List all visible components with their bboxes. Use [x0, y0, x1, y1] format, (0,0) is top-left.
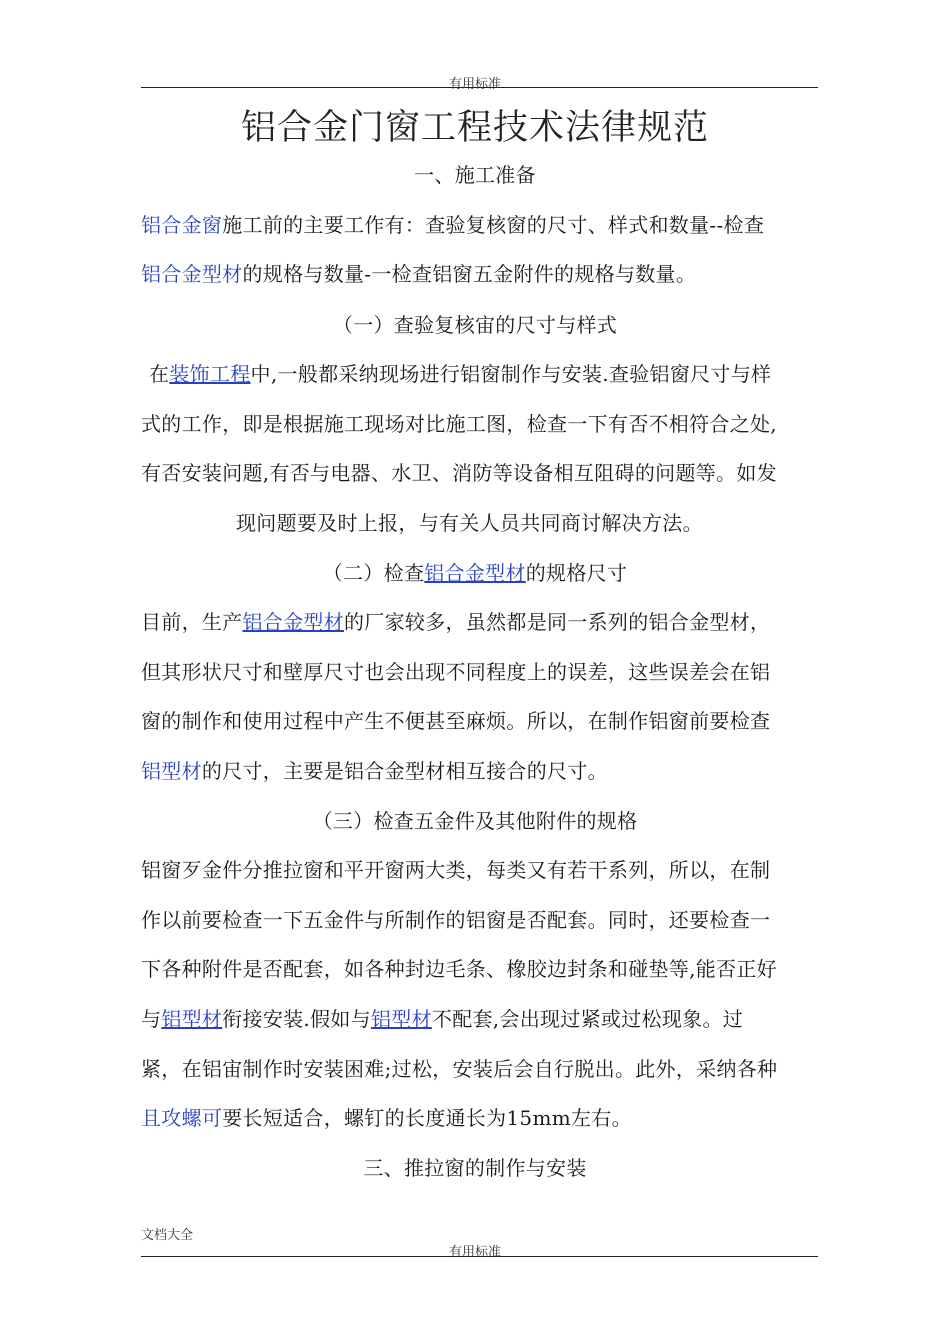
paragraph-4-line-5: 紧，在铝宙制作时安装困难;过松，安装后会自行脱出。此外，采纳各种 [141, 1057, 778, 1081]
paragraph-4-line-6: 且攻螺可要长短适合，螺钉的长度通长为15mm左右。 [141, 1106, 632, 1130]
subsection-heading-2: （二）检查铝合金型材的规格尺寸 [322, 561, 628, 585]
section-heading-3: 三、推拉窗的制作与安装 [363, 1156, 587, 1180]
hyperlink[interactable]: 铝合金型材 [242, 610, 344, 634]
header-divider [141, 87, 818, 88]
paragraph-3-line-2: 但其形状尺寸和壁厚尺寸也会出现不同程度上的误差，这些误差会在铝 [141, 660, 771, 684]
paragraph-2-line-1: 在装饰工程中,一般都采纳现场进行铝窗制作与安装.查验铝窗尺寸与样 [149, 362, 772, 386]
hyperlink[interactable]: 铝型材 [370, 1007, 432, 1031]
paragraph-3-line-1: 目前，生产铝合金型材的厂家较多，虽然都是同一系列的铝合金型材， [141, 610, 771, 634]
paragraph-3-line-3: 窗的制作和使用过程中产生不便甚至麻烦。所以，在制作铝窗前要检查 [141, 709, 771, 733]
paragraph-4-line-1: 铝窗歹金件分推拉窗和平开窗两大类，每类又有若干系列，所以，在制 [141, 858, 771, 882]
section-heading-1: 一、施工准备 [414, 163, 536, 187]
hyperlink[interactable]: 铝合金型材 [424, 561, 526, 585]
subsection-heading-1: （一）查验复核宙的尺寸与样式 [332, 313, 618, 337]
paragraph-4-line-2: 作以前要检查一下五金件与所制作的铝窗是否配套。同时，还要检查一 [141, 908, 771, 932]
hyperlink[interactable]: 铝型材 [161, 1007, 223, 1031]
page-header-label: 有用标准 [448, 77, 501, 92]
paragraph-4-line-3: 下各种附件是否配套，如各种封边毛条、橡胶边封条和碰垫等,能否正好 [141, 957, 777, 981]
paragraph-1-line-1: 铝合金窗施工前的主要工作有：查验复核窗的尺寸、样式和数量--检查 [141, 213, 765, 237]
keyword-link[interactable]: 铝合金型材 [141, 262, 243, 286]
paragraph-3-line-4: 铝型材的尺寸，主要是铝合金型材相互接合的尺寸。 [141, 759, 608, 783]
hyperlink[interactable]: 装饰工程 [169, 362, 251, 386]
paragraph-2-line-4: 现问题要及时上报，与有关人员共同商讨解决方法。 [236, 511, 703, 535]
keyword-link[interactable]: 且攻螺可 [141, 1106, 223, 1130]
paragraph-1-line-2: 铝合金型材的规格与数量-一检查铝窗五金附件的规格与数量。 [141, 262, 697, 286]
paragraph-2-line-2: 式的工作，即是根据施工现场对比施工图，检查一下有否不相符合之处, [141, 412, 777, 436]
paragraph-4-line-4: 与铝型材衔接安装.假如与铝型材不配套,会出现过紧或过松现象。过 [141, 1007, 744, 1031]
document-title: 铝合金门窗工程技术法律规范 [240, 108, 709, 148]
paragraph-2-line-3: 有否安装问题,有否与电器、水卫、消防等设备相互阻碍的问题等。如发 [141, 461, 777, 485]
footer-divider [141, 1256, 818, 1257]
subsection-heading-3: （三）检查五金件及其他附件的规格 [312, 809, 638, 833]
footer-left-label: 文档大全 [141, 1228, 194, 1243]
keyword-link[interactable]: 铝型材 [141, 759, 202, 783]
keyword-link[interactable]: 铝合金窗 [141, 213, 223, 237]
page-footer-label: 有用标准 [448, 1245, 501, 1260]
